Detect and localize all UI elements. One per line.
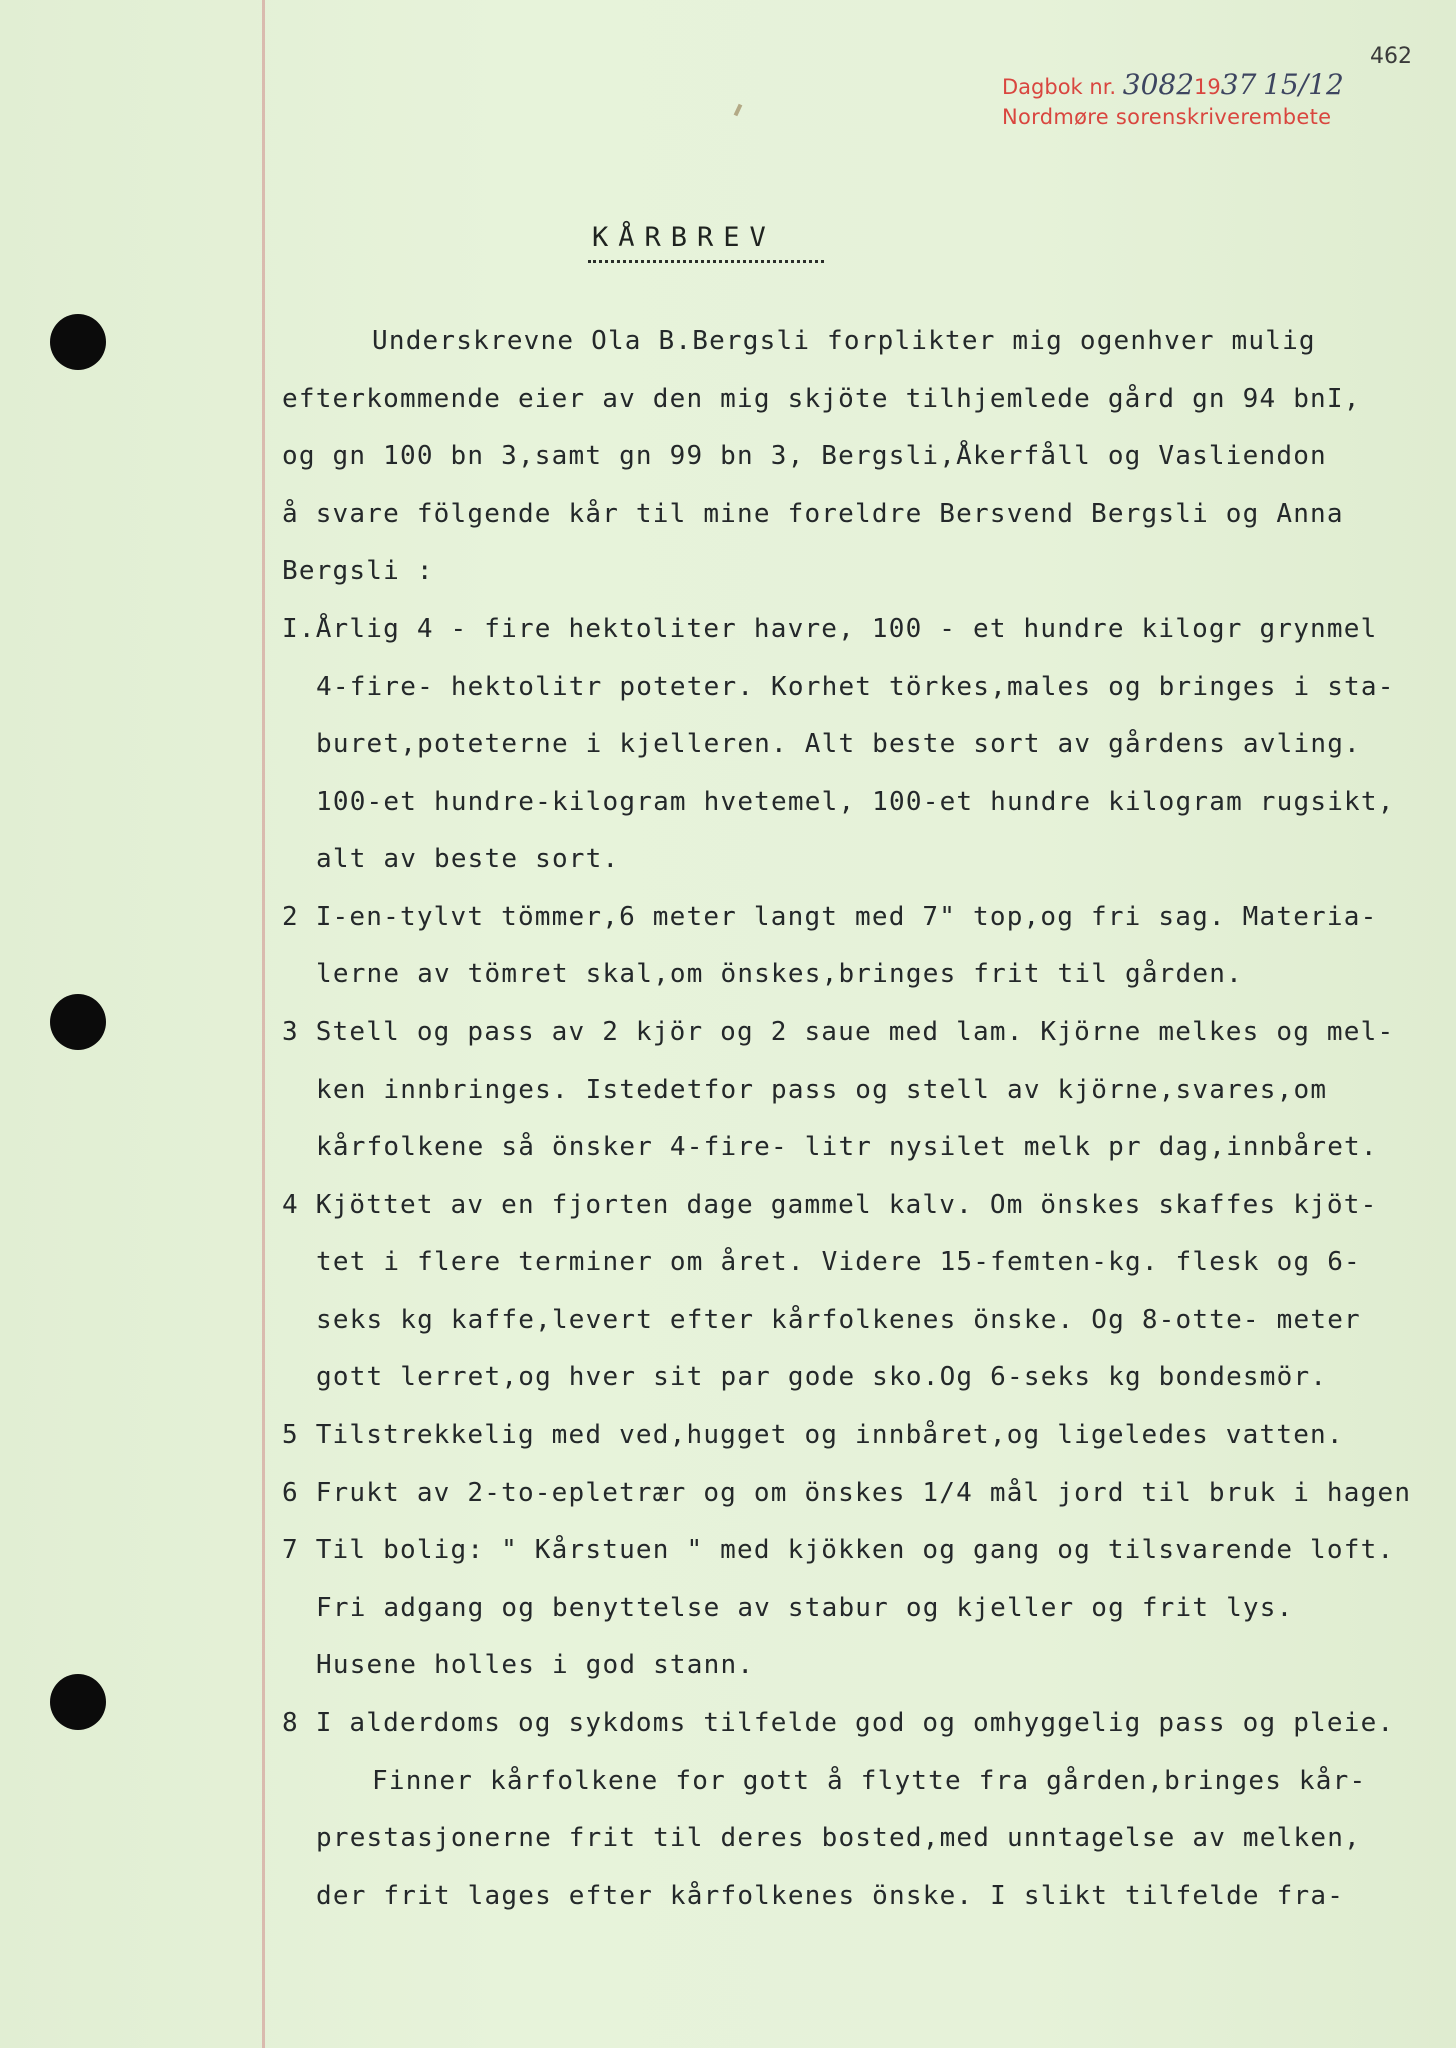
title-underline bbox=[588, 260, 824, 263]
text-line: 5 Tilstrekkelig med ved,hugget og innbåret,og ligeledes vatten. bbox=[282, 1420, 1344, 1450]
text-line: prestasjonerne frit til deres bosted,med unntagelse av melken, bbox=[316, 1823, 1361, 1853]
punch-hole bbox=[50, 314, 106, 370]
punch-hole bbox=[50, 994, 106, 1050]
text-line: buret,poteterne i kjelleren. Alt beste sort av gårdens avling. bbox=[316, 729, 1361, 759]
text-line: efterkommende eier av den mig skjöte tilhjemlede gård gn 94 bnI, bbox=[282, 384, 1361, 414]
text-line: tet i flere terminer om året. Videre 15-femten-kg. flesk og 6- bbox=[316, 1247, 1361, 1277]
pencil-mark bbox=[734, 104, 743, 117]
document-title: KÅRBREV bbox=[592, 222, 776, 253]
text-line: Husene holles i god stann. bbox=[316, 1650, 755, 1680]
text-line: Underskrevne Ola B.Bergsli forplikter mig ogenhver mulig bbox=[372, 326, 1316, 356]
text-line: 2 I-en-tylvt tömmer,6 meter langt med 7" top,og fri sag. Materia- bbox=[282, 902, 1378, 932]
entry-number: 3082 bbox=[1122, 68, 1195, 101]
text-line: Bergsli : bbox=[282, 556, 434, 586]
text-line: ken innbringes. Istedetfor pass og stell av kjörne,svares,om bbox=[316, 1075, 1328, 1105]
stamp-year-suffix: 37 bbox=[1220, 68, 1257, 101]
text-line: 7 Til bolig: " Kårstuen " med kjökken og gang og tilsvarende loft. bbox=[282, 1535, 1395, 1565]
text-line: 4 Kjöttet av en fjorten dage gammel kalv. Om önskes skaffes kjöt- bbox=[282, 1190, 1378, 1220]
text-line: der frit lages efter kårfolkenes önske. I slikt tilfelde fra- bbox=[316, 1881, 1345, 1911]
punch-hole bbox=[50, 1674, 106, 1730]
text-line: 4-fire- hektolitr poteter. Korhet törkes,males og bringes i sta- bbox=[316, 672, 1395, 702]
margin-rule bbox=[262, 0, 265, 2048]
text-line: 3 Stell og pass av 2 kjör og 2 saue med lam. Kjörne melkes og mel- bbox=[282, 1017, 1395, 1047]
text-line: gott lerret,og hver sit par gode sko.Og 6-seks kg bondesmör. bbox=[316, 1362, 1328, 1392]
text-line: 100-et hundre-kilogram hvetemel, 100-et hundre kilogram rugsikt, bbox=[316, 787, 1395, 817]
stamp-year-prefix: 19 bbox=[1194, 75, 1221, 99]
text-line: og gn 100 bn 3,samt gn 99 bn 3, Bergsli,Åkerfåll og Vasliendon bbox=[282, 441, 1327, 471]
text-line: seks kg kaffe,levert efter kårfolkenes önske. Og 8-otte- meter bbox=[316, 1305, 1361, 1335]
text-line: Fri adgang og benyttelse av stabur og kjeller og frit lys. bbox=[316, 1593, 1294, 1623]
page-number: 462 bbox=[1370, 44, 1412, 69]
text-line: 8 I alderdoms og sykdoms tilfelde god og omhyggelig pass og pleie. bbox=[282, 1708, 1395, 1738]
registry-stamp bbox=[1002, 70, 1344, 132]
text-line: 6 Frukt av 2-to-epletrær og om önskes 1/4 mål jord til bruk i hagen bbox=[282, 1478, 1412, 1508]
text-line: I.Årlig 4 - fire hektoliter havre, 100 - et hundre kilogr grynmel bbox=[282, 614, 1378, 644]
stamp-prefix: Dagbok nr. bbox=[1002, 75, 1117, 99]
text-line: alt av beste sort. bbox=[316, 844, 620, 874]
text-line: å svare fölgende kår til mine foreldre Bersvend Bergsli og Anna bbox=[282, 499, 1344, 529]
stamp-office: Nordmøre sorenskriverembete bbox=[1002, 105, 1332, 129]
stamp-date: 15/12 bbox=[1263, 68, 1344, 101]
text-line: lerne av tömret skal,om önskes,bringes frit til gården. bbox=[316, 959, 1243, 989]
text-line: Finner kårfolkene for gott å flytte fra gården,bringes kår- bbox=[372, 1766, 1367, 1796]
text-line: kårfolkene så önsker 4-fire- litr nysilet melk pr dag,innbåret. bbox=[316, 1132, 1378, 1162]
